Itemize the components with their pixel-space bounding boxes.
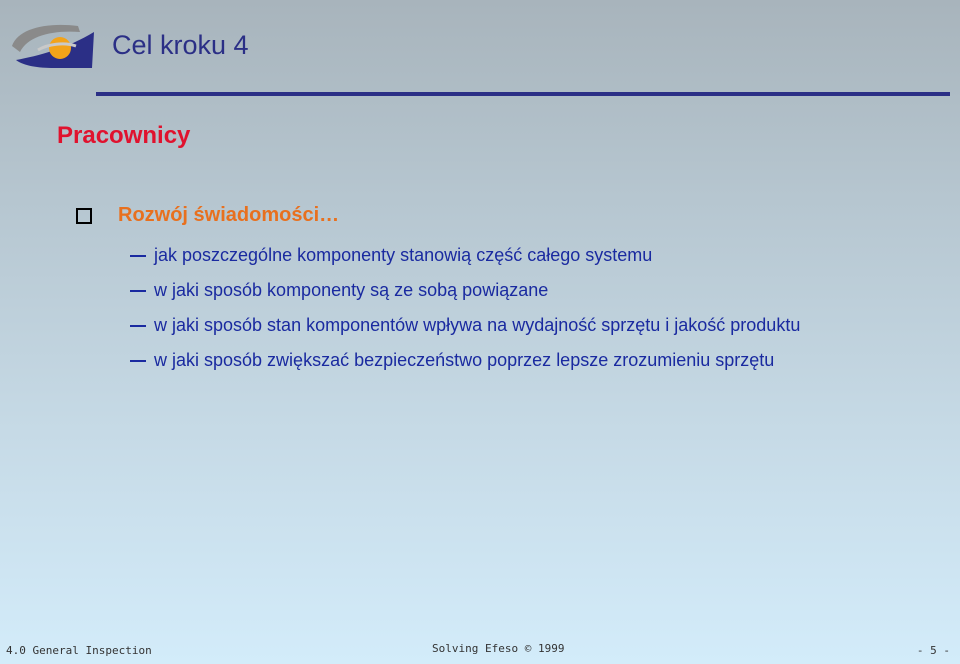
list-item — [128, 277, 928, 303]
list-item-text: w jaki sposób zwiększać bezpieczeństwo poprzez lepsze zrozumieniu sprzętu — [154, 350, 775, 370]
list-item-text: w jaki sposób komponenty są ze sobą powiązane — [154, 280, 549, 300]
section-heading: Pracownicy — [57, 122, 191, 149]
footer-center: Solving Efeso © 1999 — [432, 642, 565, 655]
sub-list — [128, 242, 928, 382]
list-item — [128, 242, 928, 268]
bullet-label: Rozwój świadomości… — [118, 204, 340, 226]
bullet-row — [76, 204, 339, 227]
page-number: - 5 - — [916, 644, 950, 657]
list-item — [128, 312, 928, 338]
dash-icon — [130, 325, 146, 327]
logo-icon — [8, 20, 98, 72]
dash-icon — [130, 290, 146, 292]
footer — [0, 642, 960, 662]
list-item-text: jak poszczególne komponenty stanowią część całego systemu — [154, 245, 653, 265]
list-item — [128, 347, 928, 373]
dash-icon — [130, 255, 146, 257]
title-divider — [96, 92, 950, 96]
checkbox-bullet-icon — [76, 208, 92, 224]
slide-title: Cel kroku 4 — [112, 30, 249, 60]
list-item-text: w jaki sposób stan komponentów wpływa na wydajność sprzętu i jakość produktu — [154, 315, 801, 335]
dash-icon — [130, 360, 146, 362]
footer-left: 4.0 General Inspection — [6, 644, 152, 657]
